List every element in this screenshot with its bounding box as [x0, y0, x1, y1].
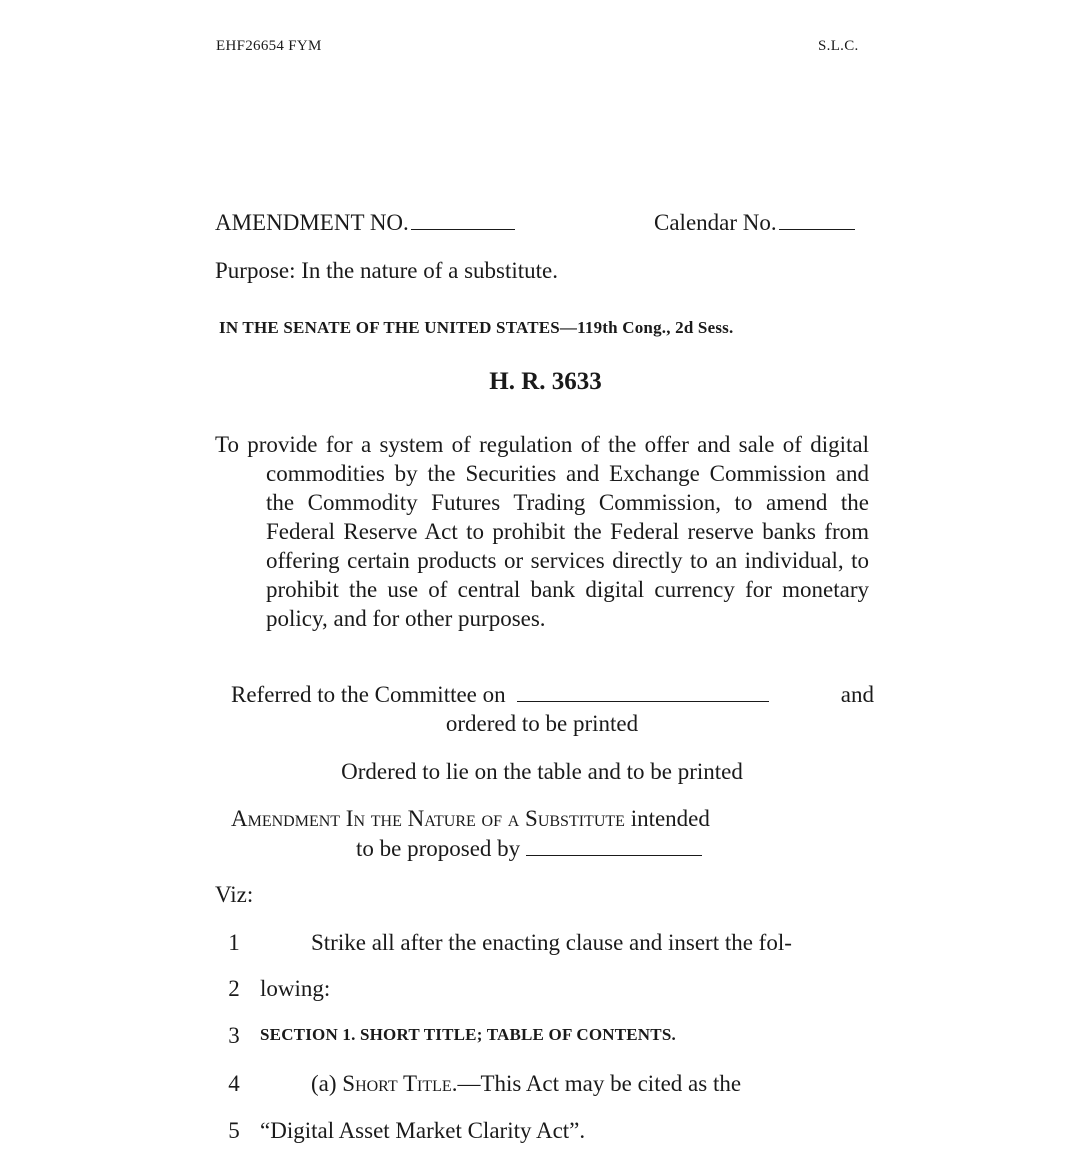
viz-label: Viz: — [215, 882, 254, 907]
subsection-text: .—This Act may be cited as the — [451, 1071, 742, 1096]
line-number: 1 — [228, 930, 240, 955]
line-text: Strike all after the enacting clause and insert the fol- — [311, 930, 792, 955]
line-number: 3 — [228, 1023, 240, 1048]
subsection-marker: (a) — [311, 1071, 337, 1096]
ordered-to-lie-line: Ordered to lie on the table and to be printed — [341, 759, 743, 784]
long-title: To provide for a system of regulation of the offer and sale of digital commodities by the Securities and Exchange Commission and the Commodity Futures Trading Commission, to amend the Federal Reserve Act to prohibit the Federal reserve banks from offering certain products or services directly to an individual, to prohibit the use of central bank digital currency for monetary policy, and for other purposes. — [215, 432, 869, 631]
document-id: EHF26654 FYM — [216, 38, 322, 54]
committee-blank — [517, 700, 769, 702]
line-text: lowing: — [260, 976, 331, 1001]
senate-session-line: IN THE SENATE OF THE UNITED STATES—119th Cong., 2d Sess. — [219, 318, 734, 337]
ains-line-2 — [356, 834, 702, 863]
line-text — [311, 1069, 869, 1098]
proposed-by-text: to be proposed by — [356, 836, 521, 861]
calendar-number-blank — [779, 228, 855, 230]
purpose-line: Purpose: In the nature of a substitute. — [215, 258, 559, 283]
referred-and: and — [840, 682, 874, 707]
calendar-number-line — [654, 208, 855, 237]
referred-line-2: ordered to be printed — [445, 711, 639, 736]
referred-text: Referred to the Committee on — [231, 682, 506, 707]
amendment-number-blank — [411, 228, 515, 230]
section-heading: SECTION 1. SHORT TITLE; TABLE OF CONTENTS. — [260, 1025, 676, 1044]
calendar-number-label: Calendar No. — [654, 210, 777, 235]
bill-number: H. R. 3633 — [489, 368, 602, 395]
proposed-by-blank — [526, 854, 702, 856]
referred-line-1 — [231, 680, 874, 709]
slc-label: S.L.C. — [818, 38, 859, 54]
line-number: 2 — [228, 976, 240, 1001]
line-number: 4 — [228, 1071, 240, 1096]
ains-line-1 — [231, 804, 853, 833]
line-text: “Digital Asset Market Clarity Act”. — [260, 1118, 586, 1143]
ains-caps-text: Amendment In the Nature of a Substitute — [231, 806, 625, 831]
ains-intended: intended — [630, 806, 710, 831]
subsection-heading: Short Title — [342, 1071, 452, 1096]
amendment-number-line — [215, 208, 515, 237]
amendment-number-label: AMENDMENT NO. — [215, 210, 409, 235]
line-number: 5 — [228, 1118, 240, 1143]
